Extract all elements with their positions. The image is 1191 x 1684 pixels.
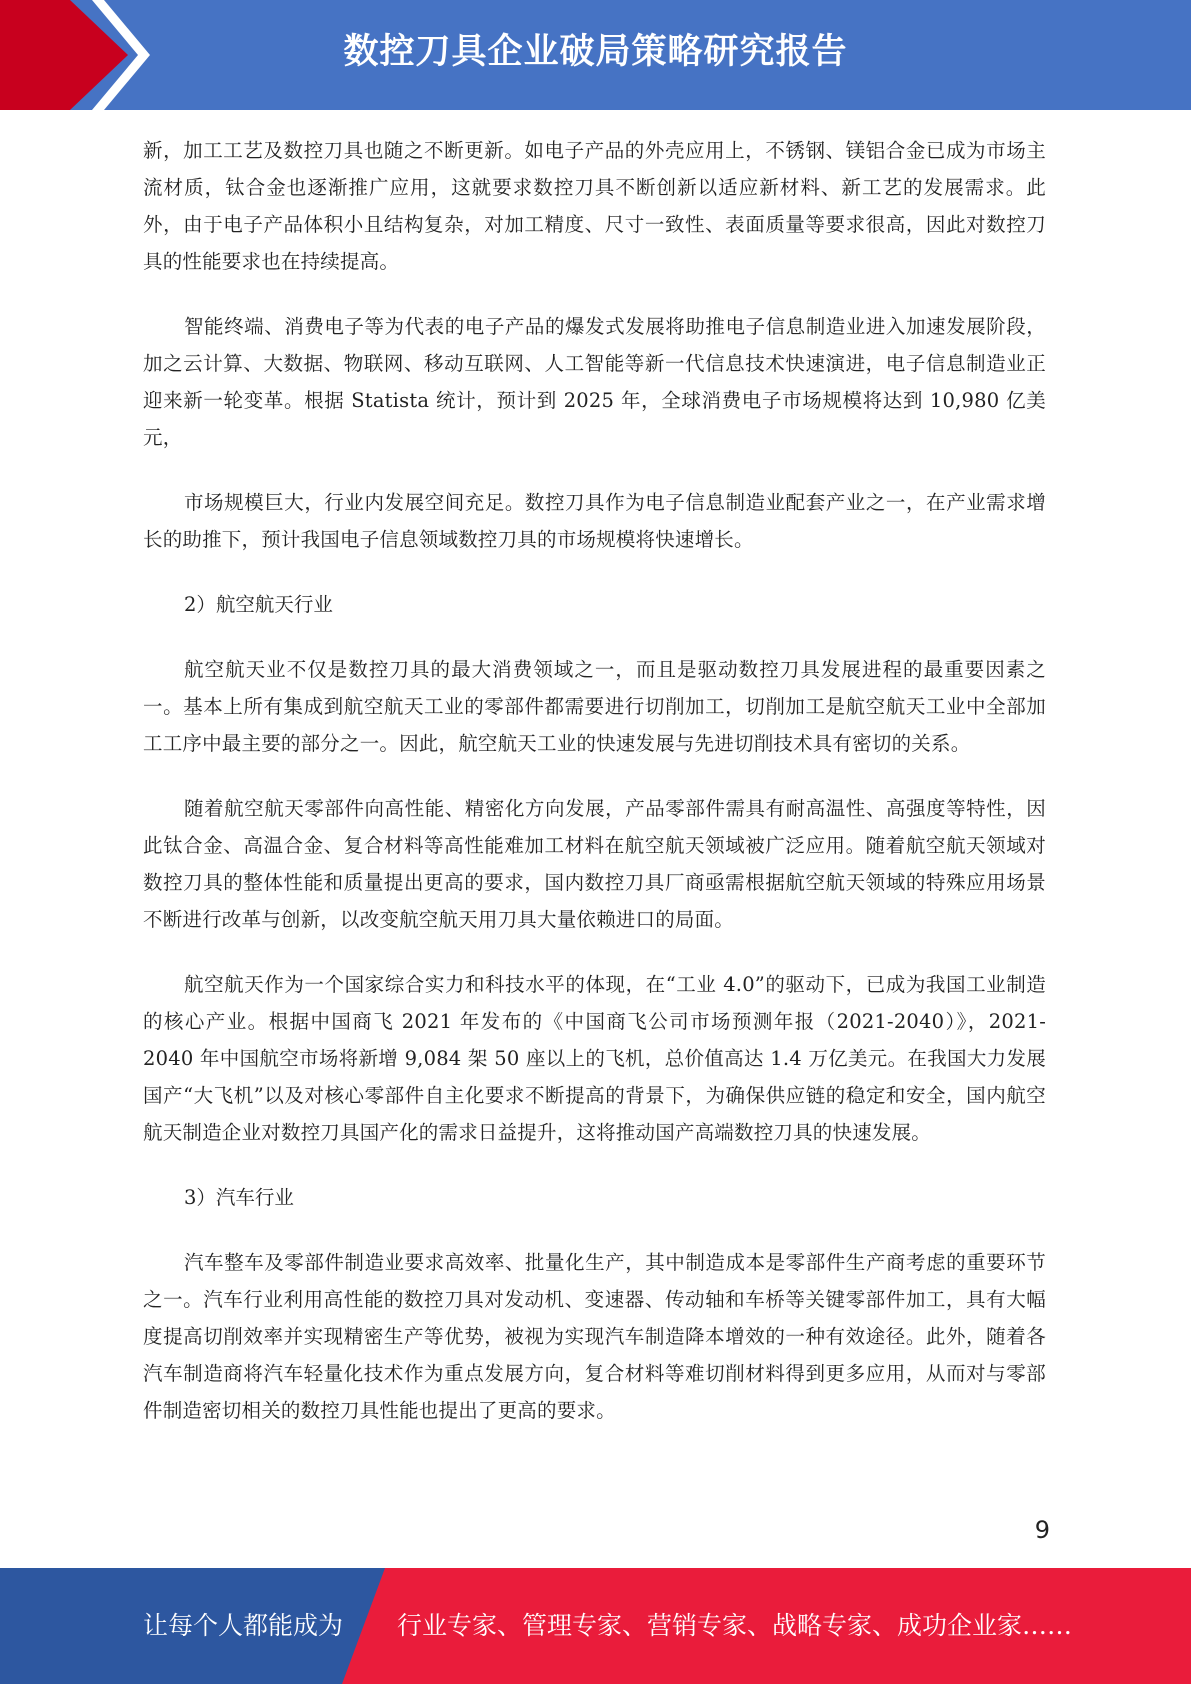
paragraph-aerospace-market: 航空航天作为一个国家综合实力和科技水平的体现，在“工业 4.0”的驱动下，已成为我国工业制造的核心产业。根据中国商飞 2021 年发布的《中国商飞公司市场预测年报（2021-2040）》，2021-2040 年中国航空市场将新增 9,084 架 50 座以上的飞机，总价值高达 1.4 万亿美元。在我国大力发展国产“大飞机”以及对核心零部件自主化要求不断提高的背景下，为确保供应链的稳定和安全，国内航空航天制造企业对数控刀具国产化的需求日益提升，这将推动国产高端数控刀具的快速发展。	[143, 973, 1046, 1144]
page-number: 9	[1034, 1516, 1050, 1544]
paragraph-market-scale: 市场规模巨大，行业内发展空间充足。数控刀具作为电子信息制造业配套产业之一，在产业需求增长的助推下，预计我国电子信息领域数控刀具的市场规模将快速增长。	[143, 491, 1046, 551]
section-heading-automotive: 3）汽车行业	[184, 1186, 294, 1209]
footer-slogan-right: 行业专家、管理专家、营销专家、战略专家、成功企业家……	[397, 1611, 1073, 1640]
document-body	[143, 132, 1046, 1457]
page-footer	[0, 1568, 1191, 1684]
paragraph-automotive: 汽车整车及零部件制造业要求高效率、批量化生产，其中制造成本是零部件生产商考虑的重要环节之一。汽车行业利用高性能的数控刀具对发动机、变速器、传动轴和车桥等关键零部件加工，具有大幅度提高切削效率并实现精密生产等优势，被视为实现汽车制造降本增效的一种有效途径。此外，随着各汽车制造商将汽车轻量化技术作为重点发展方向，复合材料等难切削材料得到更多应用，从而对与零部件制造密切相关的数控刀具性能也提出了更高的要求。	[143, 1251, 1046, 1422]
paragraph-electronics-continued: 新，加工工艺及数控刀具也随之不断更新。如电子产品的外壳应用上，不锈钢、镁铝合金已成为市场主流材质，钛合金也逐渐推广应用，这就要求数控刀具不断创新以适应新材料、新工艺的发展需求。此外，由于电子产品体积小且结构复杂，对加工精度、尺寸一致性、表面质量等要求很高，因此对数控刀具的性能要求也在持续提高。	[143, 139, 1046, 273]
paragraph-aerospace-materials: 随着航空航天零部件向高性能、精密化方向发展，产品零部件需具有耐高温性、高强度等特性，因此钛合金、高温合金、复合材料等高性能难加工材料在航空航天领域被广泛应用。随着航空航天领域对数控刀具的整体性能和质量提出更高的要求，国内数控刀具厂商亟需根据航空航天领域的特殊应用场景不断进行改革与创新，以改变航空航天用刀具大量依赖进口的局面。	[143, 797, 1046, 931]
paragraph-electronics-growth: 智能终端、消费电子等为代表的电子产品的爆发式发展将助推电子信息制造业进入加速发展阶段，加之云计算、大数据、物联网、移动互联网、人工智能等新一代信息技术快速演进，电子信息制造业正迎来新一轮变革。根据 Statista 统计，预计到 2025 年，全球消费电子市场规模将达到 10,980 亿美元，	[143, 315, 1046, 449]
page-header	[0, 0, 1191, 110]
section-heading-aerospace: 2）航空航天行业	[184, 593, 333, 616]
report-title: 数控刀具企业破局策略研究报告	[343, 32, 848, 72]
footer-slogan-left: 让每个人都能成为	[143, 1611, 344, 1640]
paragraph-aerospace-importance: 航空航天业不仅是数控刀具的最大消费领域之一，而且是驱动数控刀具发展进程的最重要因素之一。基本上所有集成到航空航天工业的零部件都需要进行切削加工，切削加工是航空航天工业中全部加工工序中最主要的部分之一。因此，航空航天工业的快速发展与先进切削技术具有密切的关系。	[143, 658, 1046, 755]
